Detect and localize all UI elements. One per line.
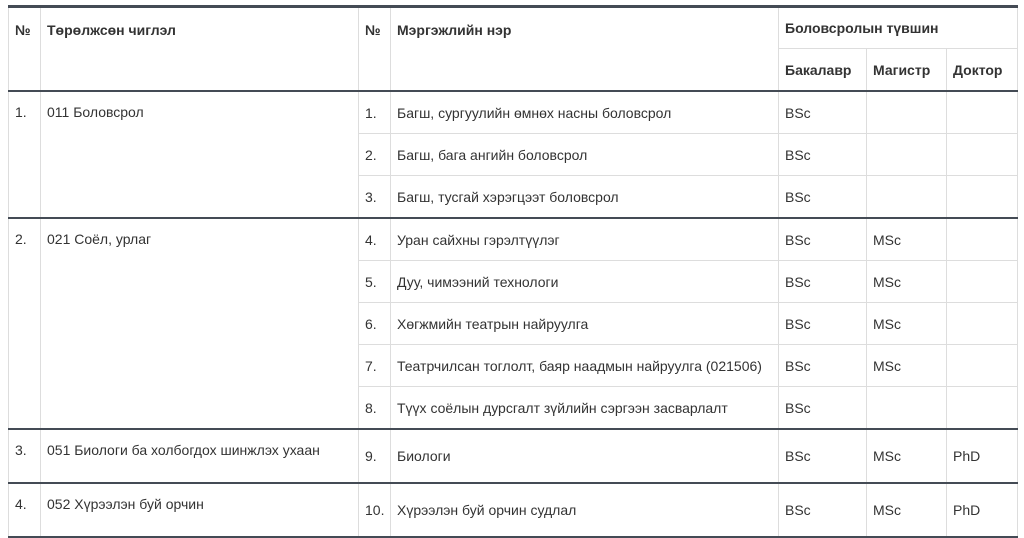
master-cell: MSc <box>867 345 947 387</box>
master-cell <box>867 91 947 134</box>
doctor-cell <box>947 91 1018 134</box>
col-program-header: Мэргэжлийн нэр <box>391 7 779 92</box>
col-master-header: Магистр <box>867 49 947 92</box>
bachelor-cell: BSc <box>779 176 867 219</box>
program-number-cell: 3. <box>359 176 391 219</box>
doctor-cell <box>947 218 1018 261</box>
table-row <box>9 218 1018 261</box>
master-cell <box>867 176 947 219</box>
master-cell: MSc <box>867 303 947 345</box>
bachelor-cell: BSc <box>779 134 867 176</box>
program-name-cell: Хүрээлэн буй орчин судлал <box>391 483 779 537</box>
doctor-cell <box>947 261 1018 303</box>
group-number-cell: 3. <box>9 429 41 483</box>
program-name-cell: Дуу, чимээний технологи <box>391 261 779 303</box>
bachelor-cell: BSc <box>779 218 867 261</box>
doctor-cell <box>947 176 1018 219</box>
master-cell <box>867 134 947 176</box>
col-field-header: Төрөлжсөн чиглэл <box>41 7 359 92</box>
program-name-cell: Уран сайхны гэрэлтүүлэг <box>391 218 779 261</box>
master-cell: MSc <box>867 261 947 303</box>
program-number-cell: 4. <box>359 218 391 261</box>
program-name-cell: Театрчилсан тоглолт, баяр наадмын найруулга (021506) <box>391 345 779 387</box>
col-level-header: Боловсролын түвшин <box>779 7 1018 49</box>
bachelor-cell: BSc <box>779 429 867 483</box>
program-name-cell: Багш, бага ангийн боловсрол <box>391 134 779 176</box>
program-name-cell: Хөгжмийн театрын найруулга <box>391 303 779 345</box>
bachelor-cell: BSc <box>779 387 867 430</box>
table-header <box>9 7 1018 92</box>
program-name-cell: Багш, сургуулийн өмнөх насны боловсрол <box>391 91 779 134</box>
programs-table <box>8 5 1018 538</box>
group-field-cell: 051 Биологи ба холбогдох шинжлэх ухаан <box>41 429 359 483</box>
program-number-cell: 6. <box>359 303 391 345</box>
group-number-cell: 1. <box>9 91 41 218</box>
doctor-cell: PhD <box>947 483 1018 537</box>
table-body <box>9 91 1018 537</box>
col-bachelor-header: Бакалавр <box>779 49 867 92</box>
program-number-cell: 7. <box>359 345 391 387</box>
table-row <box>9 91 1018 134</box>
table-row <box>9 483 1018 537</box>
program-number-cell: 2. <box>359 134 391 176</box>
master-cell: MSc <box>867 483 947 537</box>
program-number-cell: 8. <box>359 387 391 430</box>
col-number-header: № <box>9 7 41 92</box>
program-number-cell: 1. <box>359 91 391 134</box>
bachelor-cell: BSc <box>779 261 867 303</box>
program-name-cell: Багш, тусгай хэрэгцээт боловсрол <box>391 176 779 219</box>
bachelor-cell: BSc <box>779 303 867 345</box>
program-number-cell: 9. <box>359 429 391 483</box>
program-number-cell: 5. <box>359 261 391 303</box>
doctor-cell <box>947 387 1018 430</box>
bachelor-cell: BSc <box>779 91 867 134</box>
master-cell: MSc <box>867 429 947 483</box>
doctor-cell <box>947 303 1018 345</box>
doctor-cell <box>947 134 1018 176</box>
group-number-cell: 2. <box>9 218 41 429</box>
program-name-cell: Биологи <box>391 429 779 483</box>
bachelor-cell: BSc <box>779 483 867 537</box>
bachelor-cell: BSc <box>779 345 867 387</box>
group-field-cell: 021 Соёл, урлаг <box>41 218 359 429</box>
group-field-cell: 052 Хүрээлэн буй орчин <box>41 483 359 537</box>
master-cell: MSc <box>867 218 947 261</box>
program-number-cell: 10. <box>359 483 391 537</box>
master-cell <box>867 387 947 430</box>
table-row <box>9 429 1018 483</box>
program-name-cell: Түүх соёлын дурсгалт зүйлийн сэргээн засварлалт <box>391 387 779 430</box>
col-doctor-header: Доктор <box>947 49 1018 92</box>
doctor-cell: PhD <box>947 429 1018 483</box>
doctor-cell <box>947 345 1018 387</box>
group-field-cell: 011 Боловсрол <box>41 91 359 218</box>
group-number-cell: 4. <box>9 483 41 537</box>
col-number2-header: № <box>359 7 391 92</box>
